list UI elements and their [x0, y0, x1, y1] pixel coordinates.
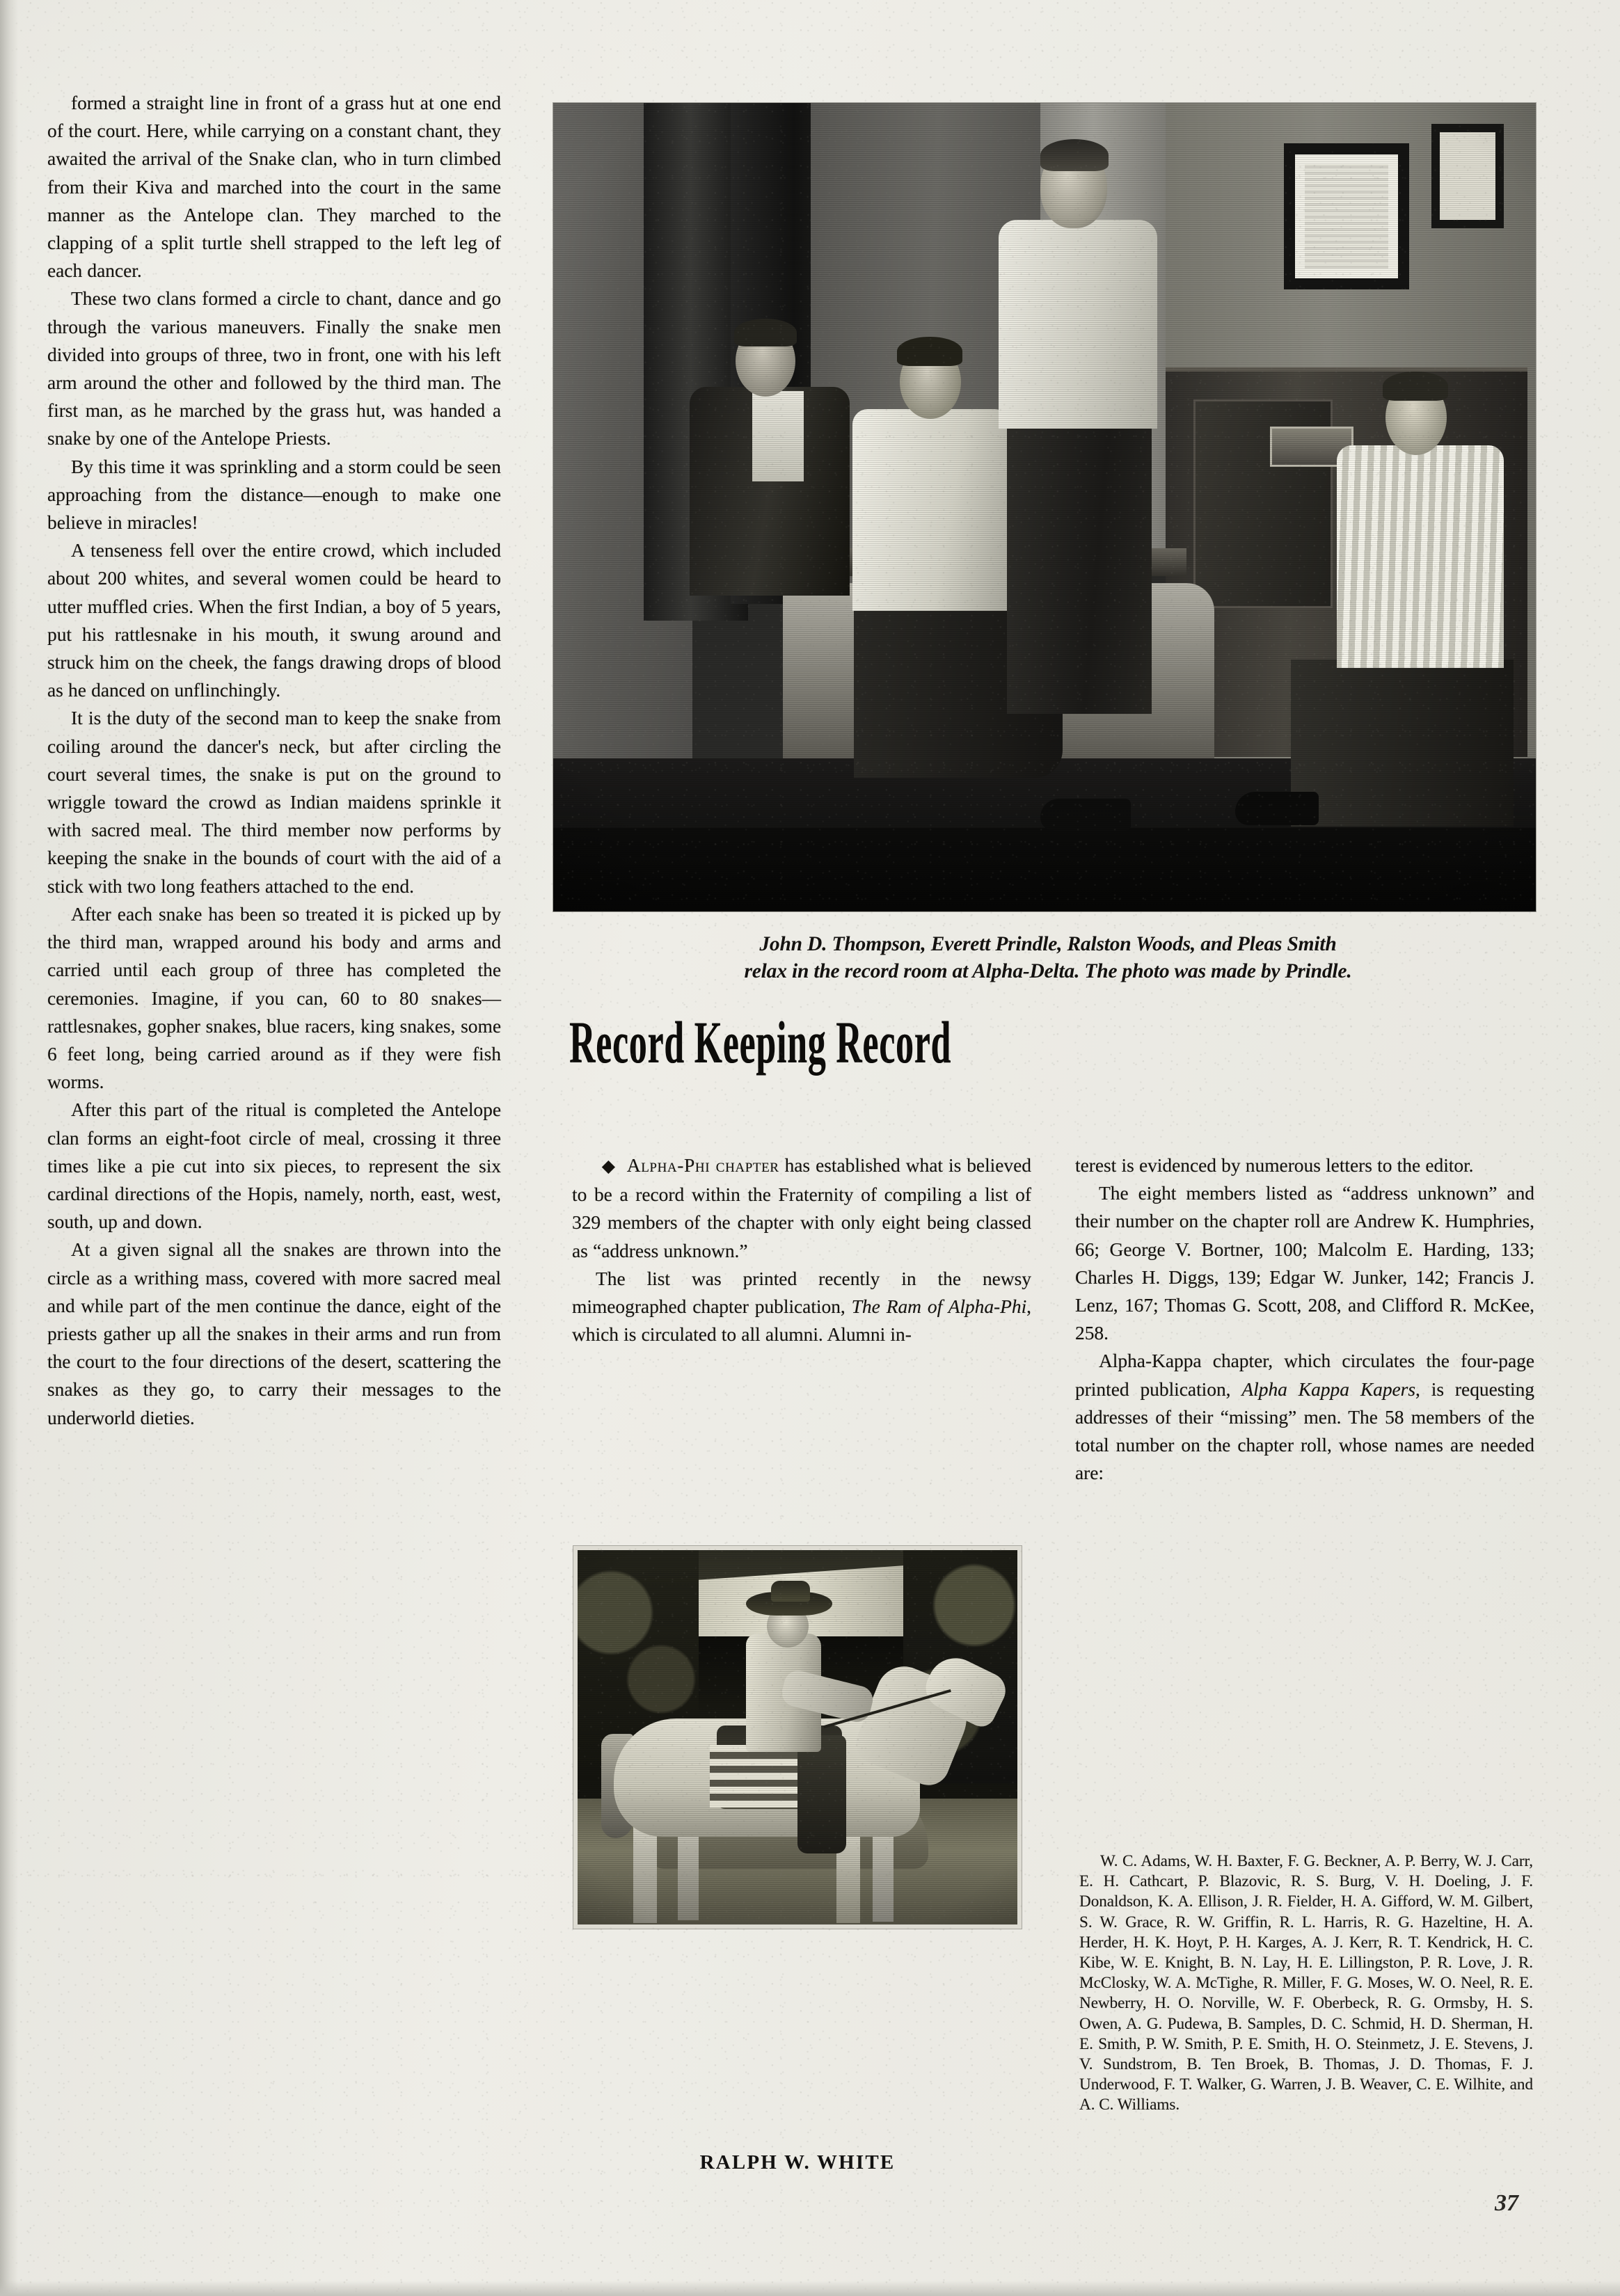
paragraph: These two clans formed a circle to chant, dance and go through the various maneuvers. Finally the snake men divided into groups of three, two in front, one with his left arm around the other and followed by the third man. The first man, as he marched by the grass hut, was handed a snake by one of the Antelope Priests.	[47, 287, 501, 449]
photo-caption-top	[575, 931, 1521, 985]
paragraph: A tenseness fell over the entire crowd, which included about 200 whites, and several women could be heard to utter muffled cries. When the first Indian, a boy of 5 years, put his rattlesnake in his mouth, it swung around and struck him on the cheek, the fangs drawing drops of blood as he danced on unflinchingly.	[47, 539, 501, 701]
paragraph: It is the duty of the second man to keep the snake from coiling around the dancer's neck, but after circling the court several times, the snake is put on the ground to wriggle toward the crowd as Indian maidens sprinkle it with sacred meal. The third member now performs by keeping the snake in the bounds of court with the aid of a stick with two long feathers attached to the end.	[47, 707, 501, 897]
missing-members-name-list: W. C. Adams, W. H. Baxter, F. G. Beckner, A. P. Berry, W. J. Carr, E. H. Cathcart, P. Blazovic, R. S. Burg, V. H. Doeling, J. F. Donaldson, K. A. Ellison, J. R. Fielder, H. A. Gifford, W. M. Gilbert, S. W. Grace, R. W. Griffin, R. L. Harris, R. G. Hazeltine, H. A. Herder, H. K. Hoyt, P. H. Karges, A. J. Kerr, R. T. Kendrick, H. C. Kibe, W. E. Knight, B. N. Lay, H. E. Lillingston, P. R. Love, J. R. McClosky, W. A. McTighe, R. Miller, F. G. Moses, W. O. Neel, R. E. Newberry, H. O. Norville, W. F. Oberbeck, R. G. Ormsby, H. S. Owen, A. G. Pudewa, B. Samples, D. C. Schmid, H. D. Sherman, H. E. Smith, P. W. Smith, P. E. Smith, H. O. Steinmetz, J. E. Stevens, J. V. Sundstrom, B. Ten Broek, B. Thomas, J. D. Thomas, F. J. Underwood, F. T. Walker, G. Warren, J. B. Weaver, C. E. Wilhite, and A. C. Williams.	[1079, 1852, 1533, 2114]
publication-title: Alpha Kappa Kapers	[1241, 1378, 1415, 1400]
lead-in-text: has established what is believed to be a record within the Fraternity of compiling a list of 329 members of the chapter with only eight being classed as “address unknown.”	[572, 1154, 1031, 1261]
paragraph: The eight members listed as “address unknown” and their number on the chapter roll are Andrew K. Humphries, 66; George V. Bortner, 100; Malcolm E. Harding, 133; Charles H. Diggs, 139; Edgar W. Junker, 142; Francis J. Lenz, 167; Thomas G. Scott, 208, and Clifford R. McKee, 258.	[1075, 1182, 1534, 1344]
paragraph: At a given signal all the snakes are thrown into the circle as a writhing mass, covered with more sacred meal and while part of the men continue the dance, eight of the priests gather up all the snakes in their arms and run from the court to the four directions of the desert, scattering the snakes as they go, to carry their messages to the underworld dieties.	[47, 1238, 501, 1428]
paragraph: terest is evidenced by numerous letters to the editor.	[1075, 1154, 1474, 1176]
scan-bottom-shadow	[0, 2281, 1620, 2296]
article-column-snake-dance	[47, 89, 501, 1432]
page-number: 37	[1495, 2190, 1518, 2216]
paragraph: After each snake has been so treated it is picked up by the third man, wrapped around his body and arms and carried until each group of three has completed the ceremonies. Imagine, if you can, 60 to 80 snakes—rattlesnakes, gopher snakes, blue racers, king snakes, some 6 feet long, being carried around as if they were fish worms.	[47, 902, 501, 1093]
lead-in-smallcaps: Alpha-Phi chapter	[626, 1154, 779, 1176]
article-headline: Record Keeping Record	[569, 1009, 952, 1076]
lead-paragraph	[572, 1151, 1031, 1265]
diamond-bullet-icon: ◆	[601, 1157, 616, 1176]
photo-caption-bottom: RALPH W. WHITE	[699, 2151, 896, 2174]
publication-title: The Ram of Alpha-Phi	[851, 1296, 1027, 1318]
paragraph: formed a straight line in front of a grass hut at one end of the court. Here, while carrying on a constant chant, they awaited the arrival of the Snake clan, who in turn climbed from their Kiva and marched into the court in the same manner as the Antelope clan. They marched to the clapping of a split turtle shell strapped to the left leg of each dancer.	[47, 92, 501, 282]
paragraph: The list was printed recently in the newsy mimeographed chapter publication, The Ram of Alpha-Phi, which is circulated to all alumni. Alumni in-	[572, 1267, 1031, 1346]
paragraph: By this time it was sprinkling and a storm could be seen approaching from the distance—enough to make one believe in miracles!	[47, 455, 501, 534]
man-on-horse-photo	[573, 1546, 1022, 1929]
caption-line: relax in the record room at Alpha-Delta. The photo was made by Prindle.	[744, 960, 1352, 982]
article-column-chapter-rolls	[1075, 1151, 1534, 1487]
paragraph: Alpha-Kappa chapter, which circulates the four-page printed publication, Alpha Kappa Kapers, is requesting addresses of their “missing” men. The 58 members of the total number on the chapter roll, whose names are needed are:	[1075, 1350, 1534, 1484]
paragraph: After this part of the ritual is completed the Antelope clan forms an eight-foot circle of meal, crossing it three times like a pie cut into six pieces, to represent the six cardinal directions of the Hopis, namely, north, east, west, south, up and down.	[47, 1099, 501, 1233]
record-room-photo	[553, 103, 1536, 911]
article-column-record-keeping	[572, 1151, 1031, 1348]
scan-edge-shadow	[0, 0, 18, 2296]
caption-line: John D. Thompson, Everett Prindle, Ralston Woods, and Pleas Smith	[759, 933, 1337, 955]
